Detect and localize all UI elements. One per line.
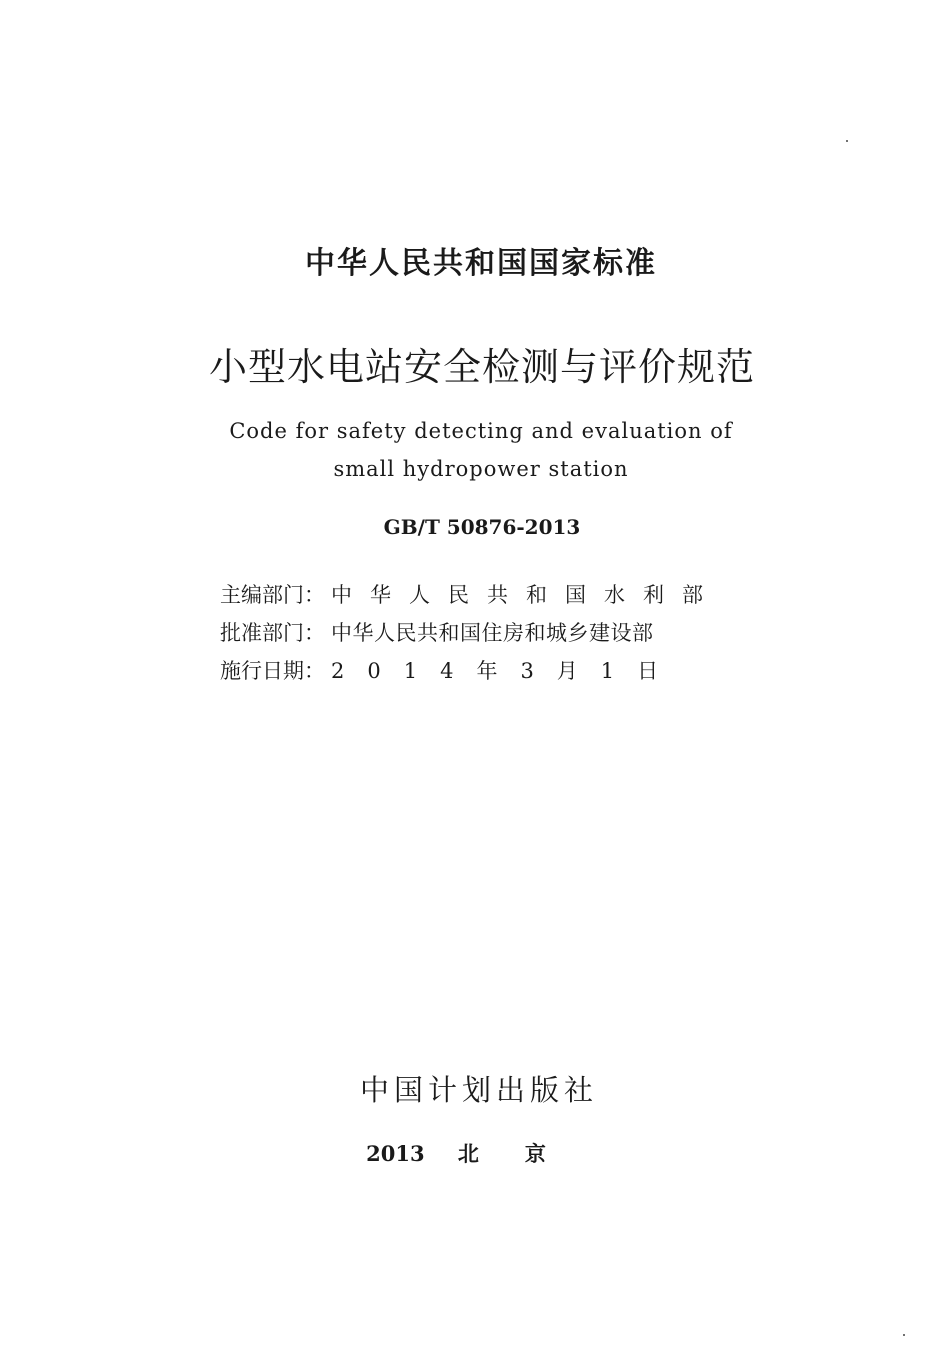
publisher-name: 中国计划出版社 (359, 1073, 598, 1107)
editing-department-row (220, 576, 721, 614)
imprint-city: 北京 (457, 1141, 592, 1166)
effective-date-row (220, 652, 721, 690)
scan-speck (846, 140, 848, 142)
effective-date-value: 2014年3月1日 (331, 659, 682, 683)
approving-department-label: 批准部门： (220, 621, 325, 645)
scan-speck (903, 1334, 905, 1336)
approving-department-row (220, 614, 721, 652)
effective-date-label: 施行日期： (220, 659, 325, 683)
publication-info-block (220, 576, 721, 690)
standard-series-heading: 中华人民共和国国家标准 (305, 246, 657, 281)
editing-department-value: 中华人民共和国水利部 (331, 583, 721, 607)
english-title-line-1: Code for safety detecting and evaluation of (229, 419, 733, 443)
imprint-line (0, 1138, 950, 1168)
standard-number: GB/T 50876-2013 (383, 515, 581, 539)
english-title-line-2: small hydropower station (333, 457, 629, 481)
approving-department-value: 中华人民共和国住房和城乡建设部 (331, 621, 654, 645)
editing-department-label: 主编部门： (220, 583, 325, 607)
imprint-year: 2013 (366, 1141, 425, 1166)
document-title-english (0, 412, 950, 488)
document-title-chinese: 小型水电站安全检测与评价规范 (208, 345, 755, 389)
